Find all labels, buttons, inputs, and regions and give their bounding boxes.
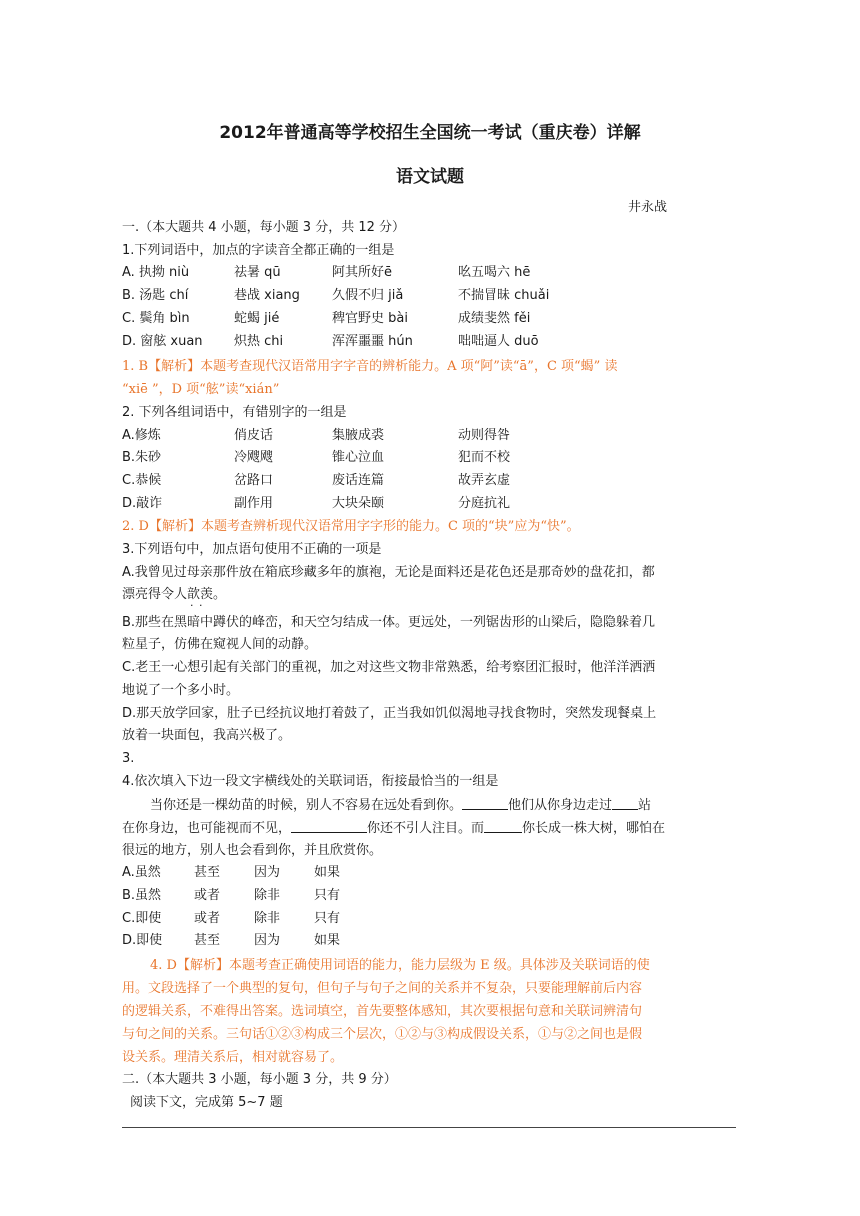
q1-c-4: 成绩斐然 fěi [458, 311, 531, 326]
q1-b-4: 不揣冒昧 chuǎi [458, 288, 550, 303]
q1-b-3: 久假不归 jiǎ [332, 288, 404, 303]
q1-b-2: 巷战 xiang [234, 288, 300, 303]
q1-option-a [122, 264, 530, 282]
q1-c-2: 蛇蝎 jié [234, 311, 280, 326]
q1-c-3: 稗官野史 bài [332, 311, 408, 326]
q4-p2-c: 你长成一株大树，哪怕在 [522, 821, 666, 836]
q4-passage-line-3: 很远的地方，别人也会看到你，并且欣赏你。 [122, 843, 383, 858]
q1-d-4: 咄咄逼人 duō [458, 334, 539, 349]
q1-option-d [122, 333, 539, 351]
q4-answer-line-3: 的逻辑关系，不难得出答案。选词填空，首先要整体感知，其次要根据句意和关联词辨清句 [122, 1004, 643, 1019]
q1-stem: 1.下列词语中，加点的字读音全都正确的一组是 [122, 243, 395, 258]
q4-p2-b: 你还不引人注目。而 [367, 821, 485, 836]
q1-a-4: 吆五喝六 hē [458, 265, 531, 280]
q1-option-b [122, 287, 549, 305]
q2-stem: 2. 下列各组词语中，有错别字的一组是 [122, 405, 347, 420]
q1-a-1: A. 执拗 niù [122, 265, 190, 280]
q2-b-3: 锥心泣血 [332, 450, 385, 465]
q1-d-1: D. 窗舷 xuan [122, 334, 203, 349]
q4-d-3: 因为 [254, 933, 281, 948]
section-2-instruction: 阅读下文，完成第 5~7 题 [130, 1095, 283, 1110]
q2-b-1: B.朱砂 [122, 450, 162, 465]
q1-answer-line-2: “xiē ”，D 项“舷”读“xián” [122, 382, 280, 397]
q4-stem: 4.依次填入下边一段文字横线处的关联词语，衔接最恰当的一组是 [122, 774, 499, 789]
q4-d-2: 甚至 [194, 933, 221, 948]
q4-p1-c: 站 [638, 798, 652, 813]
q1-answer-line-1: 1. B【解析】本题考查现代汉语常用字字音的辨析能力。A 项“阿”读“ā”，C 项“蝎” 读 [122, 359, 618, 374]
document-subtitle: 语文试题 [396, 167, 464, 187]
q4-b-3: 除非 [254, 888, 281, 903]
q1-d-3: 浑浑噩噩 hún [332, 334, 413, 349]
q1-b-1: B. 汤匙 chí [122, 288, 189, 303]
q2-c-2: 岔路口 [234, 473, 274, 488]
q2-b-4: 犯而不校 [458, 450, 511, 465]
q4-answer-line-4: 与句之间的关系。三句话①②③构成三个层次，①②与③构成假设关系，①与②之间也是假 [122, 1027, 643, 1042]
q4-c-3: 除非 [254, 911, 281, 926]
q4-answer-line-2: 用。文段选择了一个典型的复句，但句子与句子之间的关系并不复杂，只要能理解前后内容 [122, 981, 643, 996]
q4-answer-line-5: 设关系。理清关系后，相对就容易了。 [122, 1050, 344, 1065]
q4-passage-line-2 [122, 819, 665, 838]
q4-p2-a: 在你身边，也可能视而不见， [122, 821, 292, 836]
author-name: 井永战 [628, 200, 668, 215]
q1-a-2: 祛暑 qū [234, 265, 281, 280]
q2-option-d [122, 495, 510, 513]
q1-a-3: 阿其所好ē [332, 265, 392, 280]
page-divider [122, 1127, 736, 1128]
q1-option-c [122, 310, 530, 328]
section-2-header: 二.（本大题共 3 小题，每小题 3 分，共 9 分） [122, 1072, 397, 1087]
q2-c-4: 故弄玄虚 [458, 473, 511, 488]
q4-blank-1 [462, 796, 508, 810]
q2-option-b [122, 449, 510, 467]
q4-blank-3 [291, 819, 367, 833]
q1-c-1: C. 鬓角 bìn [122, 311, 190, 326]
q2-option-a [122, 427, 510, 445]
q3-a-dotted-word: 歆羡 · · [187, 587, 213, 602]
q2-answer: 2. D【解析】本题考查辨析现代汉语常用字字形的能力。C 项的“块”应为“快”。 [122, 519, 580, 534]
q3-option-b-line-1: B.那些在黑暗中蹲伏的峰峦，和天空匀结成一体。更远处，一列锯齿形的山梁后，隐隐躲着几 [122, 615, 656, 630]
q4-a-2: 甚至 [194, 865, 221, 880]
q2-a-2: 俏皮话 [234, 428, 274, 443]
q4-a-1: A.虽然 [122, 865, 161, 880]
q4-p1-b: 他们从你身边走过 [508, 798, 613, 813]
q3-option-d-line-2: 放着一块面包，我高兴极了。 [122, 728, 292, 743]
q2-d-2: 副作用 [234, 496, 274, 511]
q3-option-c-line-2: 地说了一个多小时。 [122, 683, 240, 698]
q4-a-4: 如果 [314, 865, 341, 880]
q4-d-4: 如果 [314, 933, 341, 948]
q4-p1-a: 当你还是一棵幼苗的时候，别人不容易在远处看到你。 [150, 798, 463, 813]
document-title: 2012年普通高等学校招生全国统一考试（重庆卷）详解 [219, 123, 641, 143]
q2-option-c [122, 472, 510, 490]
q3-option-a-line-1: A.我曾见过母亲那件放在箱底珍藏多年的旗袍，无论是面料还是花色还是那奇妙的盘花扣，都 [122, 565, 655, 580]
q2-c-1: C.恭候 [122, 473, 162, 488]
section-1-header: 一.（本大题共 4 小题，每小题 3 分，共 12 分） [122, 220, 406, 235]
q3-option-a-line-2 [122, 586, 226, 604]
q3-option-d-line-1: D.那天放学回家，肚子已经抗议地打着鼓了，正当我如饥似渴地寻找食物时，突然发现餐桌上 [122, 706, 657, 721]
q4-c-4: 只有 [314, 911, 341, 926]
q2-b-2: 冷飕飕 [234, 450, 274, 465]
q2-a-1: A.修炼 [122, 428, 161, 443]
q2-a-3: 集腋成裘 [332, 428, 385, 443]
q3-a-text: 漂亮得令人 [122, 587, 188, 602]
q4-answer-line-1: 4. D【解析】本题考查正确使用词语的能力，能力层级为 E 级。具体涉及关联词语的使 [150, 958, 650, 973]
q4-c-2: 或者 [194, 911, 221, 926]
q4-option-b [122, 887, 340, 905]
q3-option-c-line-1: C.老王一心想引起有关部门的重视，加之对这些文物非常熟悉，给考察团汇报时，他洋洋洒洒 [122, 660, 656, 675]
q2-d-4: 分庭抗礼 [458, 496, 511, 511]
q2-d-3: 大块朵颐 [332, 496, 385, 511]
q4-b-4: 只有 [314, 888, 341, 903]
q2-c-3: 废话连篇 [332, 473, 385, 488]
q1-d-2: 炽热 chi [234, 334, 284, 349]
q4-c-1: C.即使 [122, 911, 162, 926]
q4-b-2: 或者 [194, 888, 221, 903]
q4-b-1: B.虽然 [122, 888, 162, 903]
q4-option-a [122, 864, 340, 882]
q3-stem: 3.下列语句中，加点语句使用不正确的一项是 [122, 542, 382, 557]
q4-option-d [122, 932, 340, 950]
q2-a-4: 动则得咎 [458, 428, 511, 443]
q4-blank-4 [484, 819, 522, 833]
q3-answer: 3. [122, 751, 135, 766]
q4-option-c [122, 910, 340, 928]
q2-d-1: D.敲诈 [122, 496, 163, 511]
q4-a-3: 因为 [254, 865, 281, 880]
q3-a-end: 。 [213, 587, 227, 602]
q3-option-b-line-2: 粒星子，仿佛在窥视人间的动静。 [122, 637, 318, 652]
q4-passage-line-1 [150, 796, 651, 815]
q4-blank-2 [612, 796, 638, 810]
q4-d-1: D.即使 [122, 933, 163, 948]
